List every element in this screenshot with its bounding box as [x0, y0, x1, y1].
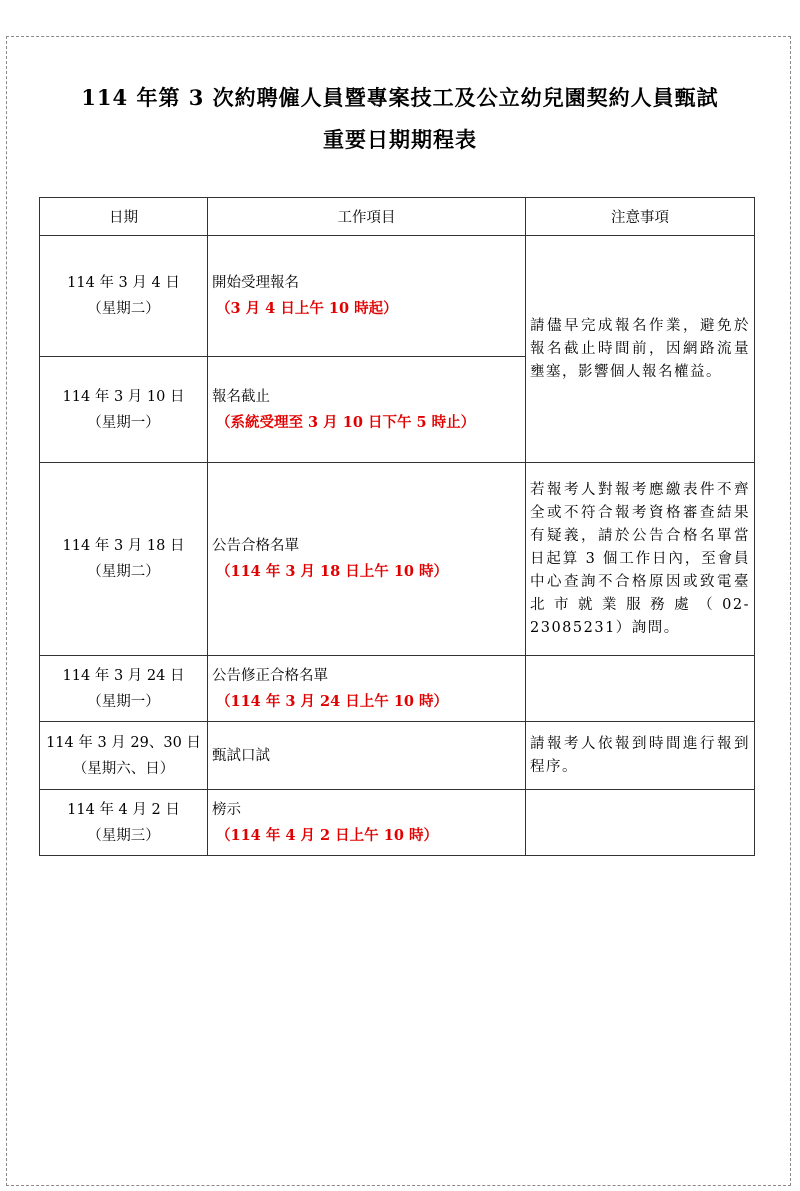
- table-row: [40, 463, 755, 656]
- item-cell: [208, 357, 526, 463]
- document-subtitle: 重要日期期程表: [323, 127, 477, 152]
- item-text: 公告修正合格名單: [212, 667, 328, 684]
- item-text: 開始受理報名: [212, 275, 299, 291]
- item-text: 榜示: [212, 801, 241, 818]
- item-time-text: （114 年 3 月 18 日上午 10 時）: [216, 563, 449, 580]
- document-title: 114 年第 3 次約聘僱人員暨專案技工及公立幼兒園契約人員甄試: [81, 85, 719, 110]
- item-time-text: （114 年 3 月 24 日上午 10 時）: [216, 692, 449, 710]
- date-text: 114 年 3 月 4 日: [67, 275, 180, 291]
- header-note: 注意事項: [526, 198, 755, 236]
- weekday-text: （星期二）: [87, 301, 160, 317]
- weekday-text: （星期二）: [87, 564, 160, 580]
- item-cell: [208, 463, 526, 656]
- date-text: 114 年 3 月 29、30 日: [46, 734, 201, 751]
- header-date: 日期: [40, 198, 208, 236]
- table-header-row: [40, 198, 755, 236]
- note-cell: [526, 656, 755, 722]
- schedule-table: [39, 197, 755, 856]
- date-cell: [40, 722, 208, 790]
- date-cell: [40, 357, 208, 463]
- note-cell: [526, 790, 755, 856]
- header-item: 工作項目: [208, 198, 526, 236]
- note-cell: 請報考人依報到時間進行報到程序。: [526, 722, 755, 790]
- item-cell: [208, 236, 526, 357]
- date-cell: [40, 463, 208, 656]
- item-time-text: （系統受理至 3 月 10 日下午 5 時止）: [216, 413, 476, 431]
- date-text: 114 年 3 月 24 日: [62, 667, 185, 684]
- item-cell: [208, 790, 526, 856]
- table-row: [40, 722, 755, 790]
- item-text: 甄試口試: [212, 747, 270, 764]
- item-time-text: （114 年 4 月 2 日上午 10 時）: [216, 826, 438, 844]
- weekday-text: （星期一）: [87, 693, 160, 710]
- weekday-text: （星期一）: [87, 414, 160, 431]
- note-cell: 若報考人對報考應繳表件不齊全或不符合報考資格審查結果有疑義，請於公告合格名單當日起算 3 個工作日內，至會員中心查詢不合格原因或致電臺北市就業服務處（02-23085231）詢問。: [526, 463, 755, 656]
- weekday-text: （星期三）: [87, 827, 160, 844]
- table-row: [40, 236, 755, 357]
- date-text: 114 年 4 月 2 日: [67, 801, 180, 818]
- table-row: [40, 790, 755, 856]
- item-text: 公告合格名單: [212, 538, 299, 554]
- table-row: [40, 656, 755, 722]
- date-cell: [40, 656, 208, 722]
- date-text: 114 年 3 月 10 日: [62, 388, 185, 405]
- note-cell: 請儘早完成報名作業，避免於報名截止時間前，因網路流量壅塞，影響個人報名權益。: [526, 236, 755, 463]
- date-text: 114 年 3 月 18 日: [62, 538, 185, 554]
- item-cell: [208, 656, 526, 722]
- item-cell: [208, 722, 526, 790]
- item-time-text: （3 月 4 日上午 10 時起）: [216, 300, 398, 317]
- weekday-text: （星期六、日）: [72, 760, 175, 777]
- item-text: 報名截止: [212, 388, 270, 405]
- date-cell: [40, 236, 208, 357]
- date-cell: [40, 790, 208, 856]
